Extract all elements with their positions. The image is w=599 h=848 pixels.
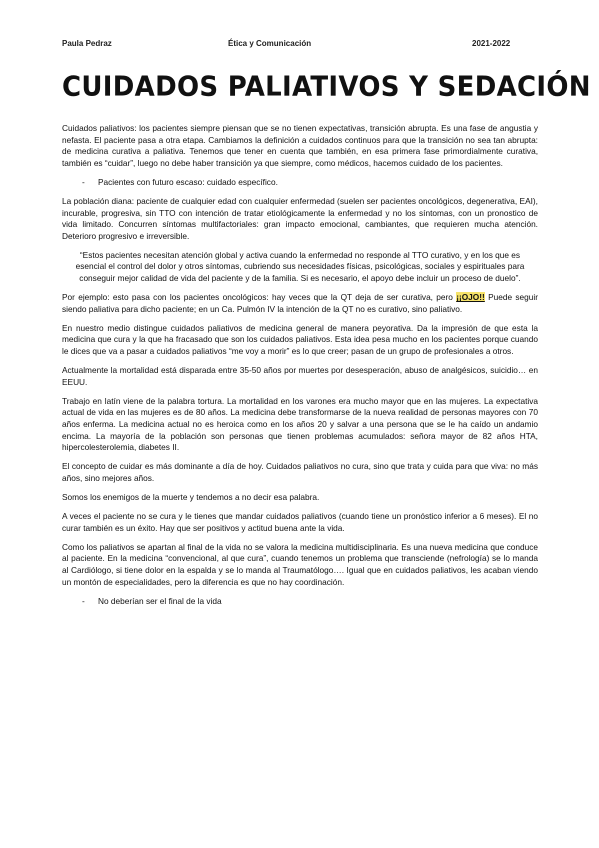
quote-definition: “Estos pacientes necesitan atención global y activa cuando la enfermedad no responde al TTO curativo, y en los que es esencial el control del dolor y otros síntomas, cubriendo sus necesidades físicas, psicológicas, sociales y espirituales para conseguir mejor calidad de vida del paciente y de la familia. Si es necesario, el apoyo debe incluir un proceso de duelo”. xyxy=(75,249,525,284)
paragraph-target-population: La población diana: paciente de cualquier edad con cualquier enfermedad (suelen ser pacientes oncológicos, degenerativa, EAI), incurable, progresiva, sin TTO con intención de tratar etiológicamente la enfermedad y no los síntomas, con un pronostico de vida limitado. Concurren síntomas multifactoriales: gran impacto emocional, cambiantes, que requieren mucha atención. Deterioro progresivo e irreversible. xyxy=(62,195,538,241)
paragraph-care-concept: El concepto de cuidar es más dominante a día de hoy. Cuidados paliativos no cura, sino que trata y cuida para que viva: no más años, sino mejores años. xyxy=(62,461,538,483)
paragraph-example xyxy=(62,292,538,315)
header-year: 2021-2022 xyxy=(472,39,511,48)
paragraph-mortality: Actualmente la mortalidad está disparada entre 35-50 años por muertes por desesperación, abuso de analgésicos, suicidio… en EEUU. xyxy=(62,365,538,387)
paragraph-work-origin: Trabajo en latín viene de la palabra tortura. La mortalidad en los varones era mucho mayor que en las mujeres. La expectativa actual de vida en las mujeres es de 80 años. La medicina debe transformarse de la nueva realidad de personas mayores con 70 años enferma. La medicina actual no es heroica como en los años 20 y salvar a una persona que se le ha caído un andamio encima. La mayoría de la población son personas que tienen problemas acumulados: señora mayor de 82 años HTA, hipercolesterolemia, diabetes II. xyxy=(62,395,538,453)
paragraph-pejorative: En nuestro medio distingue cuidados paliativos de medicina general de manera peyorativa. Da la impresión de que esta la medicina que cura y la que ha fracasado que son los cuidados paliativos. Esta idea pesa mucho en los pacientes porque cuando le dices que va a pasar a cuidados paliativos “me voy a morir” es lo que creer; pasan de un grupo de profesionales a otros. xyxy=(62,322,538,356)
page-title: CUIDADOS PALIATIVOS Y SEDACIÓN xyxy=(62,71,591,103)
bullet-text: Pacientes con futuro escaso: cuidado específico. xyxy=(98,176,278,187)
paragraph-intro: Cuidados paliativos: los pacientes siempre piensan que se no tienen expectativas, transición abrupta. Es una fase de angustia y nefasta. El paciente pasa a otra etapa. Cambiamos la definición a cuidados continuos para que la transición no sea tan abrupta: de medicina curativa a paliativa. Tenemos que tener en cuenta que también, en esa primera fase primordialmente curativa, también es “cuidar”, luego no debe haber transición ya que siempre, como médicos, hacemos cuidado de los pacientes. xyxy=(62,123,538,168)
document-body xyxy=(62,123,538,615)
header-author: Paula Pedraz xyxy=(62,39,112,48)
bullet-text: No deberían ser el final de la vida xyxy=(98,595,222,606)
ojo-highlight: ¡¡OJO!! xyxy=(456,292,485,303)
bullet-item xyxy=(62,177,538,189)
header-subject: Ética y Comunicación xyxy=(228,39,312,48)
example-text-before: Por ejemplo: esto pasa con los pacientes oncológicos: hay veces que la QT deja de ser curativa, pero xyxy=(62,292,457,303)
example-text-after: Puede seguir siendo paliativa para dicho paciente; en un Ca. Pulmón IV la intención de la QT no es curativo, sino paliativo. xyxy=(62,292,538,314)
paragraph-not-curing: A veces el paciente no se cura y le tienes que mandar cuidados paliativos (cuando tiene un pronóstico inferior a 6 meses). El no curar también es un éxito. Hay que ser positivos y actitud buena ante la vida. xyxy=(62,511,538,533)
paragraph-multidisciplinary: Como los paliativos se apartan al final de la vida no se valora la medicina multidisciplinaria. Es una nueva medicina que conduce al paciente. En la medicina “convencional, al que cura”, cuando tenemos un problema que transciende (nefrología) se lo manda al Cardiólogo, si tiene dolor en la espalda y se lo manda al Traumatólogo…. Igual que en cuidados paliativos, les acaban viendo un montón de especialidades, pero la diferencia es que no hay coordinación. xyxy=(62,541,538,587)
bullet-dash: - xyxy=(82,595,85,606)
bullet-dash: - xyxy=(82,176,85,187)
paragraph-enemies-death: Somos los enemigos de la muerte y tendemos a no decir esa palabra. xyxy=(62,491,320,502)
bullet-item xyxy=(62,596,538,608)
